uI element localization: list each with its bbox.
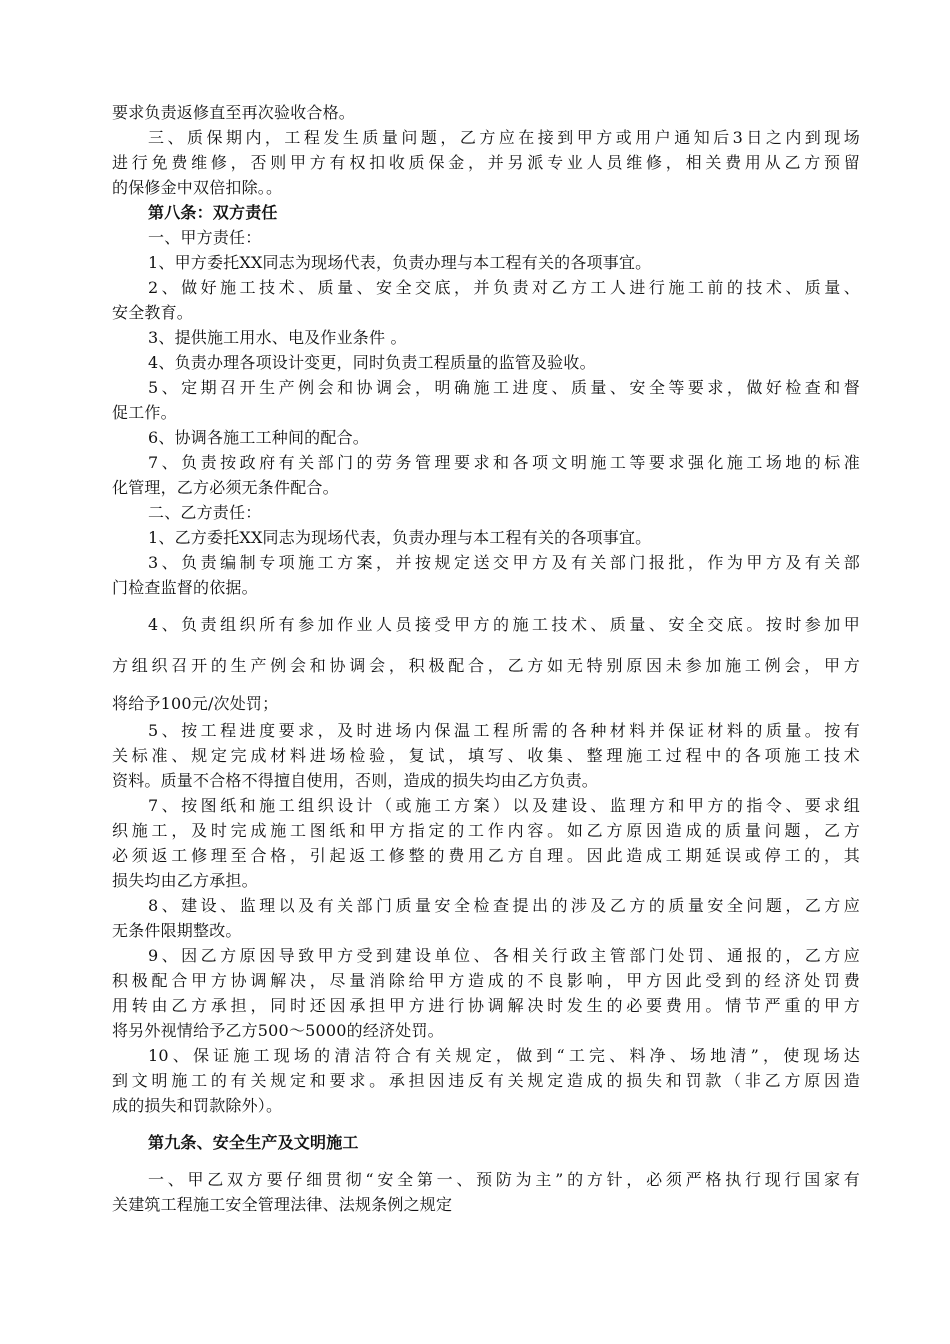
text-line: 二、乙方责任：: [148, 503, 262, 522]
text-line: 关标准、规定完成材料进场检验，复试，填写、收集、整理施工过程中的各项施工技术: [112, 746, 860, 765]
text-line: 门检查监督的依据。: [112, 578, 258, 597]
text-line: 1、甲方委托XX同志为现场代表，负责办理与本工程有关的各项事宜。: [148, 253, 652, 272]
text-line: 7、负责按政府有关部门的劳务管理要求和各项文明施工等要求强化施工场地的标准: [148, 453, 860, 472]
text-line: 的保修金中双倍扣除。。: [112, 178, 283, 197]
text-line: 损失均由乙方承担。: [112, 871, 258, 890]
text-line: 无条件限期整改。: [112, 921, 242, 940]
text-line: 一、甲乙双方要仔细贯彻“安全第一、预防为主”的方针，必须严格执行现行国家有: [148, 1170, 860, 1189]
text-line: 6、协调各施工工种间的配合。: [148, 428, 369, 447]
text-line: 7、按图纸和施工组织设计（或施工方案）以及建设、监理方和甲方的指令、要求组: [148, 796, 860, 815]
text-line: 1、乙方委托XX同志为现场代表，负责办理与本工程有关的各项事宜。: [148, 528, 652, 547]
text-line: 3、负责编制专项施工方案，并按规定送交甲方及有关部门报批，作为甲方及有关部: [148, 553, 860, 572]
text-line: 关建筑工程施工安全管理法律、法规条例之规定: [112, 1195, 453, 1214]
text-line: 4、负责办理各项设计变更，同时负责工程质量的监管及验收。: [148, 353, 596, 372]
text-line: 方组织召开的生产例会和协调会，积极配合，乙方如无特别原因未参加施工例会，甲方: [112, 656, 860, 675]
text-line: 安全教育。: [112, 303, 194, 322]
text-line: 将给予100元/次处罚；: [112, 694, 279, 713]
text-line: 成的损失和罚款除外）。: [112, 1096, 283, 1115]
text-line: 5、定期召开生产例会和协调会，明确施工进度、质量、安全等要求，做好检查和督: [148, 378, 860, 397]
text-line: 进行免费维修，否则甲方有权扣收质保金，并另派专业人员维修，相关费用从乙方预留: [112, 153, 860, 172]
text-line: 将另外视情给予乙方500～5000的经济处罚。: [112, 1021, 444, 1040]
text-line: 化管理，乙方必须无条件配合。: [112, 478, 339, 497]
text-line: 5、按工程进度要求，及时进场内保温工程所需的各种材料并保证材料的质量。按有: [148, 721, 860, 740]
section-heading: 第八条：双方责任: [148, 203, 278, 222]
text-line: 用转由乙方承担，同时还因承担甲方进行协调解决时发生的必要费用。情节严重的甲方: [112, 996, 860, 1015]
text-line: 织施工，及时完成施工图纸和甲方指定的工作内容。如乙方原因造成的质量问题，乙方: [112, 821, 860, 840]
text-line: 三、质保期内，工程发生质量问题，乙方应在接到甲方或用户通知后3日之内到现场: [148, 128, 860, 147]
text-line: 10、保证施工现场的清洁符合有关规定，做到“工完、料净、场地清”，使现场达: [148, 1046, 860, 1065]
text-line: 必须返工修理至合格，引起返工修整的费用乙方自理。因此造成工期延误或停工的，其: [112, 846, 860, 865]
section-heading: 第九条、安全生产及文明施工: [148, 1133, 359, 1152]
text-line: 2、做好施工技术、质量、安全交底，并负责对乙方工人进行施工前的技术、质量、: [148, 278, 860, 297]
text-line: 资料。质量不合格不得擅自使用，否则，造成的损失均由乙方负责。: [112, 771, 599, 790]
text-line: 积极配合甲方协调解决，尽量消除给甲方造成的不良影响，甲方因此受到的经济处罚费: [112, 971, 860, 990]
text-line: 要求负责返修直至再次验收合格。: [112, 103, 356, 122]
text-line: 8、建设、监理以及有关部门质量安全检查提出的涉及乙方的质量安全问题，乙方应: [148, 896, 860, 915]
text-line: 3、提供施工用水、电及作业条件 。: [148, 328, 407, 347]
text-line: 9、因乙方原因导致甲方受到建设单位、各相关行政主管部门处罚、通报的，乙方应: [148, 946, 860, 965]
text-line: 4、负责组织所有参加作业人员接受甲方的施工技术、质量、安全交底。按时参加甲: [148, 615, 860, 634]
text-line: 促工作。: [112, 403, 177, 422]
text-line: 一、甲方责任：: [148, 228, 262, 247]
text-line: 到文明施工的有关规定和要求。承担因违反有关规定造成的损失和罚款（非乙方原因造: [112, 1071, 860, 1090]
